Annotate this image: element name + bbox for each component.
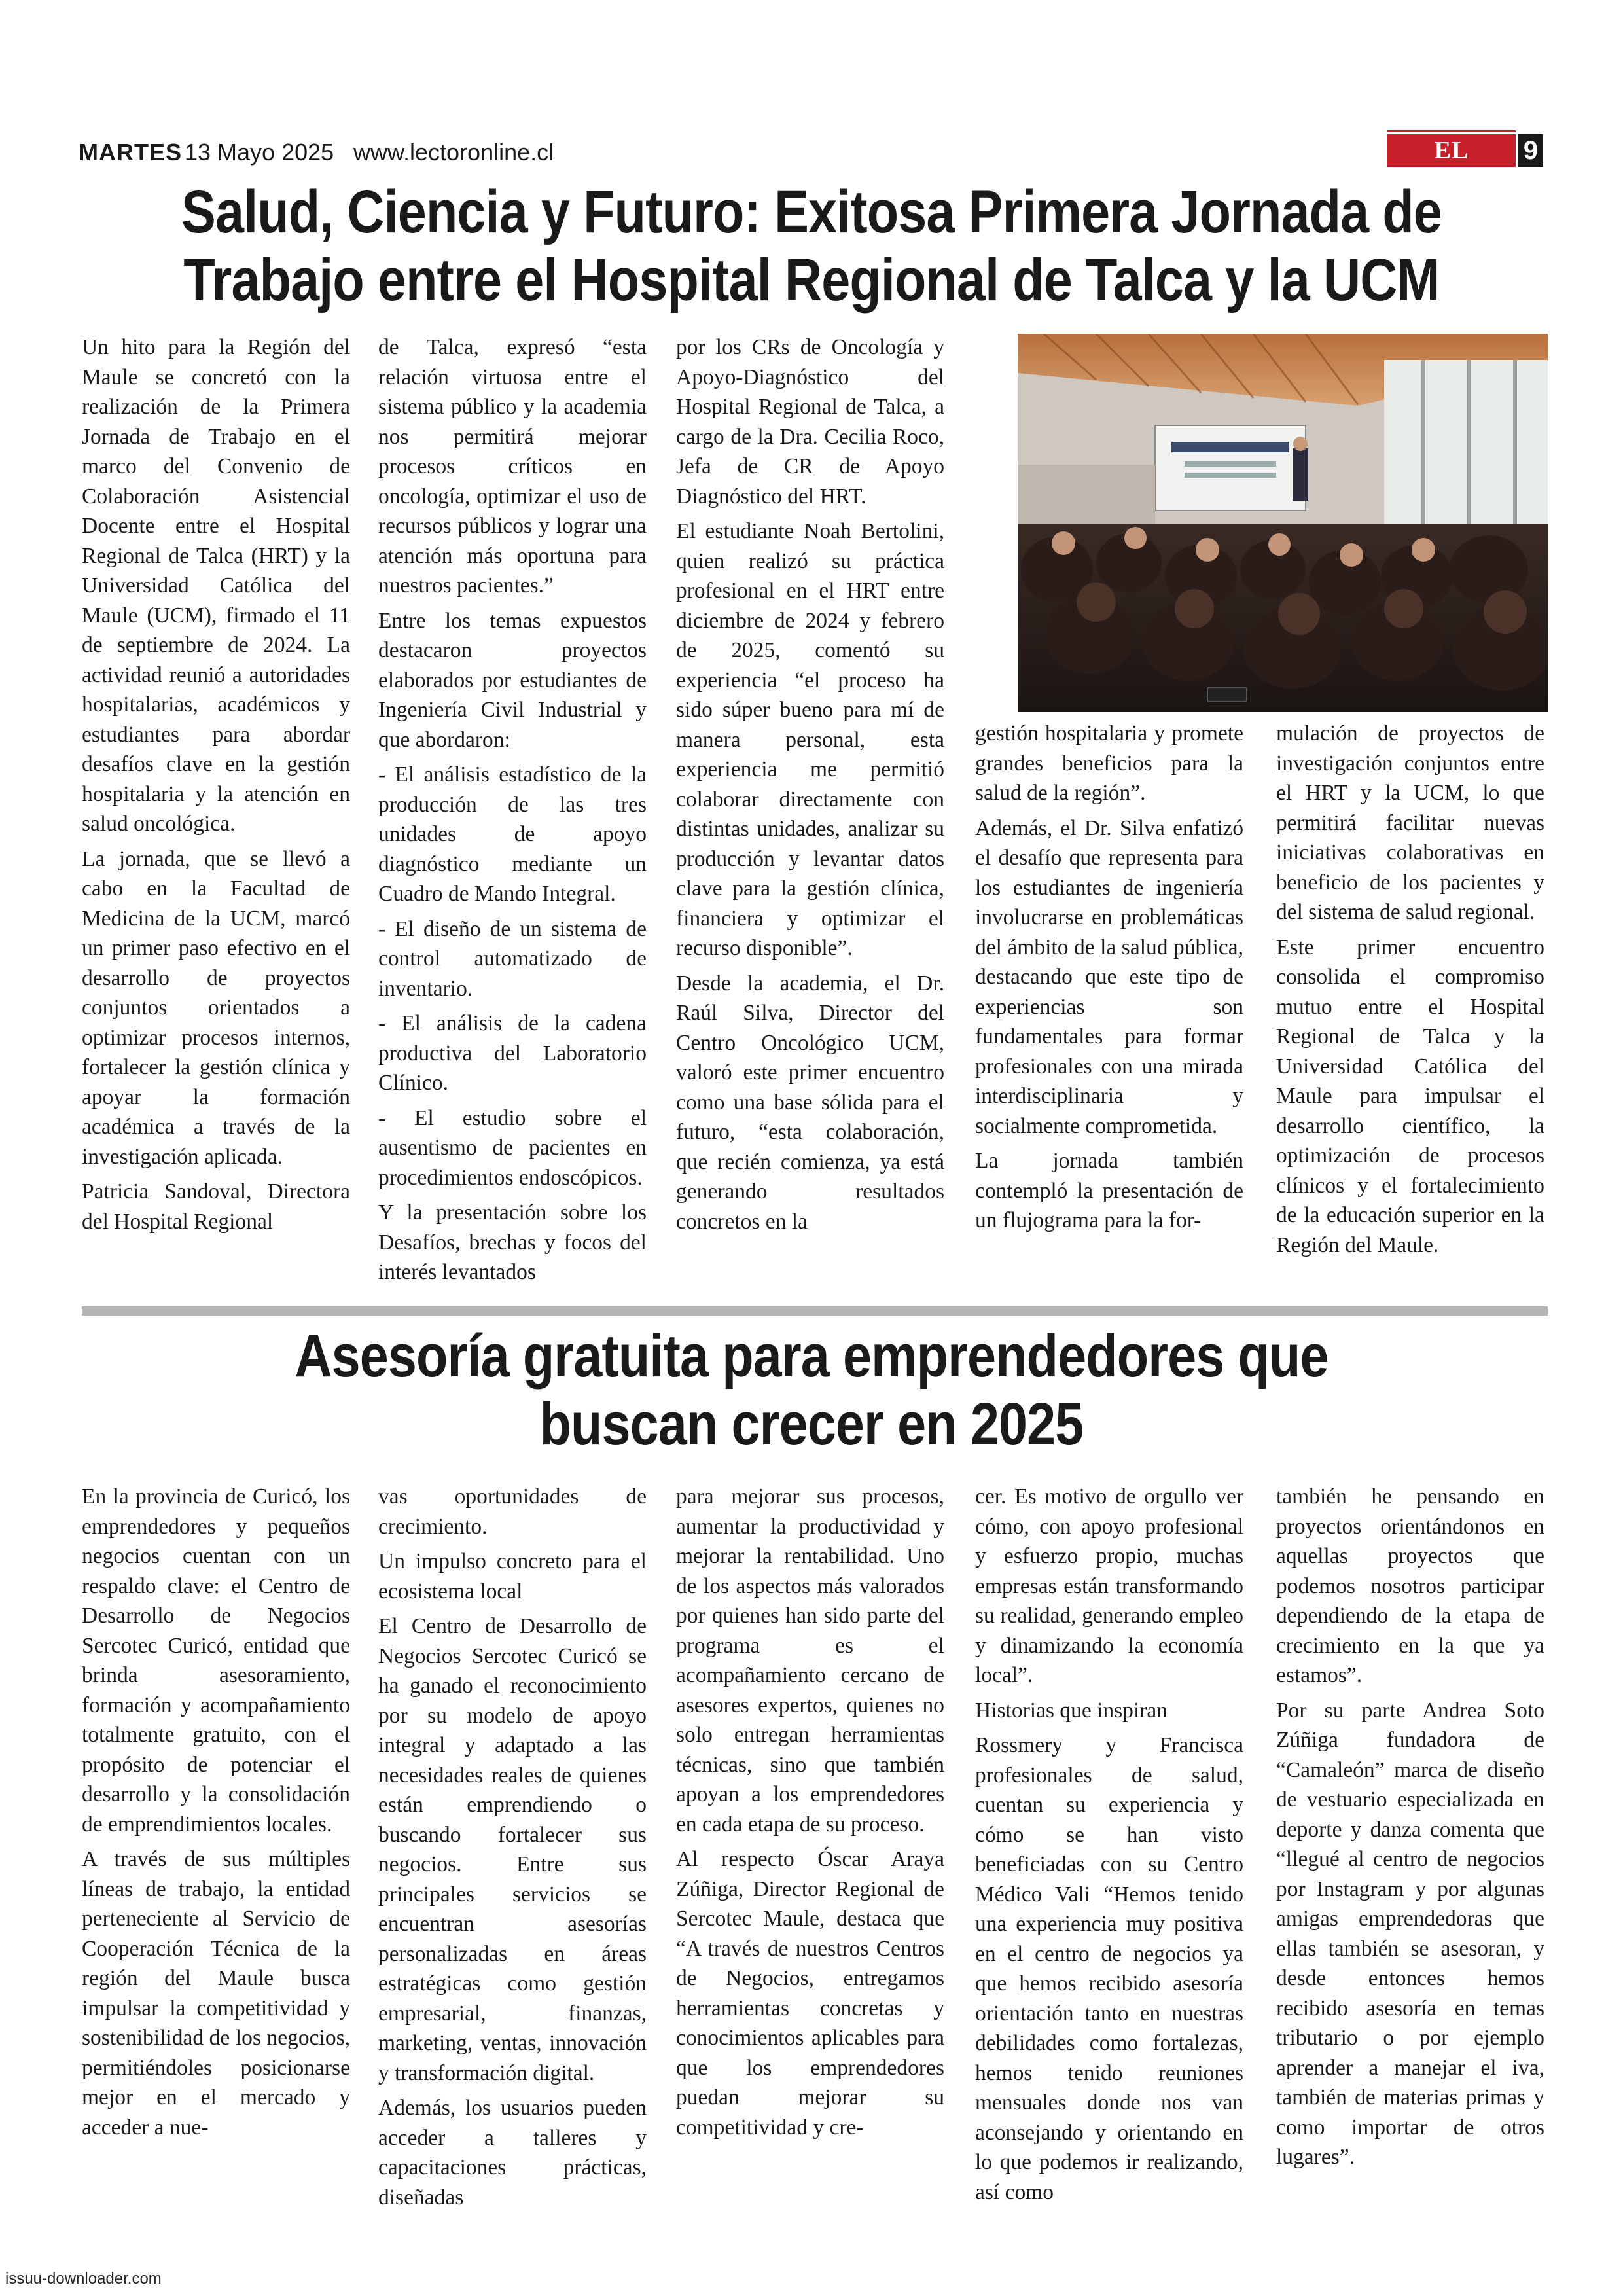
paragraph: - El análisis de la cadena productiva del Laboratorio Clínico. [378, 1011, 647, 1095]
paragraph: El estudiante Noah Bertolini, quien realizó su práctica profesional en el HRT entre diciembre de 2024 y febrero de 2025, comentó su experiencia “el proceso ha sido súper bueno para mí de manera personal, esta experiencia me permitió colaborar directamente con distintas unidades, analizar su producción y levantar datos clave para la gestión clínica, financiera y optimizar el recurso disponible”. [676, 519, 944, 960]
subheading: Un impulso concreto para el ecosistema local [378, 1549, 647, 1604]
article2-headline-line1: Asesoría gratuita para emprendedores que [294, 1323, 1329, 1390]
article1-column-3 [676, 332, 944, 1242]
paragraph: A través de sus múltiples líneas de trabajo, la entidad perteneciente al Servicio de Cooperación Técnica de la región del Maule busca impulsar la competitividad y sostenibilidad de los negocios, permitiéndoles posicionarse mejor en el mercado y acceder a nue- [82, 1847, 350, 2140]
paragraph: también he pensando en proyectos orientándonos en aquellas proyectos que podemos nosotros participar dependiendo de la etapa de crecimiento en la que ya estamos”. [1276, 1484, 1544, 1687]
paragraph: La jornada, que se llevó a cabo en la Facultad de Medicina de la UCM, marcó un primer paso efectivo en el desarrollo de proyectos conjuntos orientados a optimizar procesos internos, fortalecer la gestión clínica y apoyar la formación académica a través de la investigación aplicada. [82, 846, 350, 1169]
paragraph: La jornada también contempló la presentación de un flujograma para la for- [975, 1149, 1243, 1232]
audience-photo-illustration [1018, 334, 1548, 712]
subheading: Historias que inspiran [975, 1698, 1168, 1723]
paragraph: Y la presentación sobre los Desafíos, brechas y focos del interés levantados [378, 1200, 647, 1284]
source-watermark: issuu-downloader.com [5, 2270, 162, 2287]
article2-headline [181, 1322, 1442, 1458]
paragraph: - El diseño de un sistema de control automatizado de inventario. [378, 916, 647, 1001]
paragraph: gestión hospitalaria y promete grandes beneficios para la salud de la región”. [975, 721, 1243, 805]
paragraph: Patricia Sandoval, Directora del Hospital Regional [82, 1179, 350, 1234]
paragraph: Además, el Dr. Silva enfatizó el desafío que representa para los estudiantes de ingeniería involucrarse en problemáticas del ámbito de la salud pública, destacando que este tipo de experiencias son fundamentales para formar profesionales con una mirada interdisciplinaria y socialmente comprometida. [975, 816, 1243, 1138]
article1-column-4 [975, 719, 1243, 1241]
article1-headline-line2: Trabajo entre el Hospital Regional de Talca y la UCM [183, 247, 1440, 314]
article2-column-3 [676, 1482, 944, 2147]
article1-column-5 [1276, 719, 1544, 1265]
page-number: 9 [1518, 134, 1543, 167]
article2-column-4 [975, 1482, 1243, 2212]
header-day: MARTES [79, 139, 182, 166]
article1-headline [181, 178, 1442, 314]
paragraph: Un hito para la Región del Maule se concretó con la realización de la Primera Jornada de Trabajo en el marco del Convenio de Colaboración Asistencial Docente entre el Hospital Regional de Talca (HRT) y la Universidad Católica del Maule (UCM), firmado el 11 de septiembre de 2024. La actividad reunió a autoridades hospitalarias, académicos y estudiantes para abordar desafíos clave en la gestión hospitalaria y la atención en salud oncológica. [82, 335, 350, 836]
paragraph: - El análisis estadístico de la producción de las tres unidades de apoyo diagnóstico mediante un Cuadro de Mando Integral. [378, 762, 647, 906]
paragraph: El Centro de Desarrollo de Negocios Sercotec Curicó se ha ganado el reconocimiento por su modelo de apoyo integral y adaptado a las necesidades reales de quienes están emprendiendo o buscando fortalecer sus negocios. Entre sus principales servicios se encuentran asesorías personalizadas en áreas estratégicas como gestión empresarial, finanzas, marketing, ventas, innovación y transformación digital. [378, 1614, 647, 2085]
paragraph: En la provincia de Curicó, los emprendedores y pequeños negocios cuentan con un respaldo clave: el Centro de Desarrollo de Negocios Sercotec Curicó, entidad que brinda asesoramiento, formación y acompañamiento totalmente gratuito, con el propósito de potenciar el desarrollo y la consolidación de emprendimientos locales. [82, 1484, 350, 1837]
masthead-logo: EL LECTOR [1387, 134, 1516, 167]
paragraph: vas oportunidades de crecimiento. [378, 1484, 647, 1539]
paragraph: Al respecto Óscar Araya Zúñiga, Director Regional de Sercotec Maule, destaca que “A través de nuestros Centros de Negocios, entregamos herramientas concretas y conocimientos aplicables para que los emprendedores puedan mejorar su competitividad y cre- [676, 1847, 944, 2140]
paragraph: para mejorar sus procesos, aumentar la productividad y mejorar la rentabilidad. Uno de los aspectos más valorados por quienes han sido parte del programa es el acompañamiento cercano de asesores expertos, quienes no solo entregan herramientas técnicas, sino que también apoyan a los emprendedores en cada etapa de su proceso. [676, 1484, 944, 1837]
section-divider [82, 1306, 1548, 1316]
paragraph: Este primer encuentro consolida el compromiso mutuo entre el Hospital Regional de Talca y la Universidad Católica del Maule para impulsar el desarrollo científico, la optimización de procesos clínicos y el fortalecimiento de la educación superior en la Región del Maule. [1276, 935, 1544, 1257]
article2-column-2 [378, 1482, 647, 2217]
paragraph: por los CRs de Oncología y Apoyo-Diagnóstico del Hospital Regional de Talca, a cargo de la Dra. Cecilia Roco, Jefa de CR de Apoyo Diagnóstico del HRT. [676, 335, 944, 509]
masthead-rule [1387, 130, 1516, 132]
header-url: www.lectoronline.cl [353, 139, 554, 166]
article2-column-5 [1276, 1482, 1544, 2178]
article2-headline-line2: buscan crecer en 2025 [539, 1391, 1084, 1458]
header-date: 13 Mayo 2025 [185, 139, 334, 166]
paragraph: mulación de proyectos de investigación conjuntos entre el HRT y la UCM, lo que permitirá facilitar nuevas iniciativas colaborativas en beneficio de los pacientes y del sistema de salud regional. [1276, 721, 1544, 924]
paragraph: Además, los usuarios pueden acceder a talleres y capacitaciones prácticas, diseñadas [378, 2096, 647, 2210]
paragraph: de Talca, expresó “esta relación virtuosa entre el sistema público y la academia nos permitirá mejorar procesos críticos en oncología, optimizar el uso de recursos públicos y lograr una atención más oportuna para nuestros pacientes.” [378, 335, 647, 598]
paragraph: Desde la academia, el Dr. Raúl Silva, Director del Centro Oncológico UCM, valoró este primer encuentro como una base sólida para el futuro, “esta colaboración, que recién comienza, ya está generando resultados concretos en la [676, 971, 944, 1234]
article2-column-1 [82, 1482, 350, 2147]
paragraph: Entre los temas expuestos destacaron proyectos elaborados por estudiantes de Ingeniería Civil Industrial y que abordaron: [378, 608, 647, 752]
paragraph: Rossmery y Francisca profesionales de salud, cuentan su experiencia y cómo se han visto beneficiadas con su Centro Médico Vali “Hemos tenido una experiencia muy positiva en el centro de negocios ya que hemos recibido asesoría orientación tanto en nuestras debilidades como fortalezas, hemos tenido reuniones mensuales donde nos van aconsejando y orientando en lo que podemos ir realizando, así como [975, 1733, 1243, 2204]
article1-headline-line1: Salud, Ciencia y Futuro: Exitosa Primera Jornada de [181, 179, 1442, 245]
paragraph: - El estudio sobre el ausentismo de pacientes en procedimientos endoscópicos. [378, 1105, 647, 1190]
paragraph: cer. Es motivo de orgullo ver cómo, con apoyo profesional y esfuerzo propio, muchas empresas están transformando su realidad, generando empleo y dinamizando la economía local”. [975, 1484, 1243, 1687]
paragraph: Por su parte Andrea Soto Zúñiga fundadora de “Camaleón” marca de diseño de vestuario especializada en deporte y danza comenta que “llegué al centro de negocios por Instagram y por algunas amigas emprendedoras que ellas también se asesoran, y desde entonces hemos recibido asesoría en temas tributario o por ejemplo aprender a manejar el iva, también de materias primas y como importar de otros lugares”. [1276, 1698, 1544, 2169]
article1-column-2 [378, 332, 647, 1293]
article1-column-1 [82, 332, 350, 1242]
event-photo [1018, 334, 1548, 712]
